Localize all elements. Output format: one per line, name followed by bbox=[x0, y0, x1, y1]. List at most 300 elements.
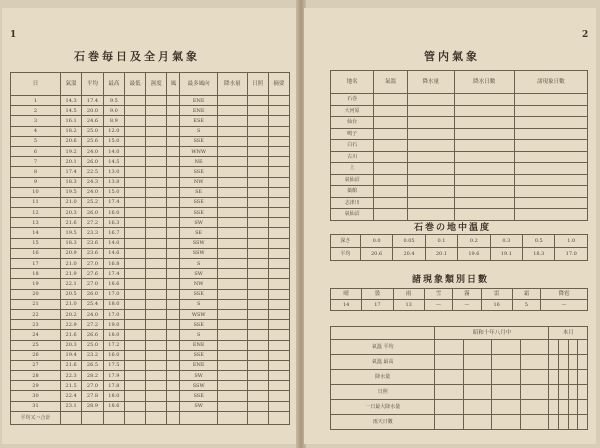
table-cell bbox=[125, 146, 146, 156]
table-row bbox=[331, 197, 588, 209]
table-cell bbox=[247, 126, 268, 136]
table-cell: 21.6 bbox=[60, 330, 81, 340]
table-cell bbox=[125, 330, 146, 340]
table-cell: NE bbox=[180, 157, 218, 167]
table-row bbox=[331, 340, 588, 355]
table-cell bbox=[247, 157, 268, 167]
table-cell bbox=[167, 340, 180, 350]
table-cell bbox=[374, 197, 408, 209]
table-row bbox=[331, 94, 588, 106]
table-cell bbox=[268, 218, 289, 228]
table-cell: 5 bbox=[11, 136, 61, 146]
table-cell bbox=[247, 177, 268, 187]
table-cell bbox=[146, 96, 167, 106]
table-cell: 15.0 bbox=[103, 136, 124, 146]
table-cell: 26.0 bbox=[82, 208, 103, 218]
table-cell: 18.2 bbox=[60, 126, 81, 136]
table-cell: 18.6 bbox=[103, 401, 124, 411]
table-cell bbox=[167, 309, 180, 319]
table-cell bbox=[268, 238, 289, 248]
row-label: 一日最大降水量 bbox=[331, 400, 435, 415]
table-cell bbox=[407, 209, 454, 221]
footer-label: 平均又ハ合計 bbox=[11, 411, 61, 424]
table-cell bbox=[218, 146, 248, 156]
table-cell bbox=[568, 370, 578, 385]
table-cell bbox=[268, 208, 289, 218]
table-cell bbox=[125, 299, 146, 309]
table-cell bbox=[146, 411, 167, 424]
column-header: 風 bbox=[167, 73, 180, 96]
column-header: 降水日數 bbox=[454, 71, 514, 94]
table-cell bbox=[146, 167, 167, 177]
table-cell: 12.0 bbox=[103, 126, 124, 136]
table-cell bbox=[268, 106, 289, 116]
table-cell: 24.6 bbox=[82, 116, 103, 126]
table-cell: S bbox=[180, 126, 218, 136]
table-cell bbox=[60, 411, 81, 424]
table-cell bbox=[218, 106, 248, 116]
table-cell: 17.2 bbox=[103, 340, 124, 350]
table-cell bbox=[167, 146, 180, 156]
table-cell bbox=[454, 94, 514, 106]
table-cell bbox=[463, 370, 492, 385]
table-cell: — bbox=[424, 300, 452, 311]
table-cell bbox=[247, 401, 268, 411]
table-cell: 10 bbox=[11, 187, 61, 197]
station-name: 大河原 bbox=[331, 105, 374, 117]
table-cell bbox=[218, 167, 248, 177]
table-cell bbox=[125, 208, 146, 218]
table-cell bbox=[146, 320, 167, 330]
table-cell bbox=[218, 401, 248, 411]
table-row bbox=[11, 391, 290, 401]
table-cell bbox=[218, 299, 248, 309]
table-cell bbox=[568, 355, 578, 370]
table-cell: 5 bbox=[512, 300, 540, 311]
table-cell: 17.0 bbox=[103, 289, 124, 299]
table-cell bbox=[167, 167, 180, 177]
table-cell bbox=[125, 167, 146, 177]
table-cell bbox=[218, 126, 248, 136]
table-cell bbox=[268, 197, 289, 207]
table-cell bbox=[146, 146, 167, 156]
phenomena-title: 諸現象類別日數 bbox=[412, 275, 490, 285]
table-cell bbox=[146, 177, 167, 187]
table-cell bbox=[407, 117, 454, 129]
table-cell: 27.0 bbox=[82, 381, 103, 391]
table-cell bbox=[549, 415, 559, 430]
table-row bbox=[331, 186, 588, 198]
table-cell bbox=[167, 228, 180, 238]
table-cell bbox=[578, 385, 588, 400]
table-cell: 9.5 bbox=[103, 96, 124, 106]
table-cell bbox=[125, 96, 146, 106]
table-cell bbox=[463, 355, 492, 370]
table-row bbox=[331, 370, 588, 385]
column-header: 曇 bbox=[362, 289, 393, 300]
table-cell bbox=[454, 163, 514, 175]
table-cell bbox=[514, 105, 587, 117]
table-cell: 20.5 bbox=[60, 289, 81, 299]
table-cell bbox=[167, 187, 180, 197]
table-cell: 19.1 bbox=[490, 248, 522, 261]
table-cell bbox=[146, 208, 167, 218]
column-header: 降水量 bbox=[407, 71, 454, 94]
table-cell bbox=[146, 136, 167, 146]
table-cell bbox=[268, 157, 289, 167]
table-cell: 20.6 bbox=[360, 248, 392, 261]
table-cell: 27.0 bbox=[82, 279, 103, 289]
table-cell: 16.8 bbox=[103, 259, 124, 269]
table-cell bbox=[247, 330, 268, 340]
table-cell bbox=[125, 279, 146, 289]
table-cell bbox=[146, 350, 167, 360]
table-cell bbox=[167, 411, 180, 424]
table-cell: SE bbox=[180, 228, 218, 238]
table-row bbox=[11, 279, 290, 289]
table-cell: 25.4 bbox=[82, 299, 103, 309]
table-cell bbox=[247, 360, 268, 370]
table-cell: SSW bbox=[180, 381, 218, 391]
table-cell bbox=[218, 330, 248, 340]
table-cell bbox=[218, 248, 248, 258]
table-cell: 25.6 bbox=[82, 136, 103, 146]
table-cell bbox=[82, 411, 103, 424]
table-cell: ENE bbox=[180, 96, 218, 106]
column-header: 晴 bbox=[331, 289, 362, 300]
table-row bbox=[11, 371, 290, 381]
table-row bbox=[331, 300, 588, 311]
table-cell: 21.0 bbox=[60, 299, 81, 309]
table-cell: 11 bbox=[11, 197, 61, 207]
table-cell: 9 bbox=[11, 177, 61, 187]
table-cell: 21.0 bbox=[60, 259, 81, 269]
table-row bbox=[11, 167, 290, 177]
table-cell bbox=[218, 177, 248, 187]
table-row bbox=[11, 187, 290, 197]
page-title: 石巻毎日及全月氣象 bbox=[74, 50, 200, 63]
table-cell bbox=[374, 128, 408, 140]
table-cell: 20.1 bbox=[425, 248, 457, 261]
table-cell bbox=[247, 309, 268, 319]
table-cell: 17.5 bbox=[103, 360, 124, 370]
table-cell bbox=[146, 106, 167, 116]
table-cell: 19.5 bbox=[60, 228, 81, 238]
table-cell bbox=[435, 340, 464, 355]
table-cell: 14.0 bbox=[103, 238, 124, 248]
table-cell: 14 bbox=[331, 300, 362, 311]
table-cell bbox=[167, 238, 180, 248]
table-cell bbox=[559, 355, 569, 370]
table-cell: 17.8 bbox=[103, 381, 124, 391]
table-row bbox=[331, 248, 588, 261]
station-table bbox=[330, 70, 588, 221]
page-number: 1 bbox=[10, 30, 17, 40]
table-cell: 23.6 bbox=[82, 238, 103, 248]
table-cell: 25 bbox=[11, 340, 61, 350]
table-cell bbox=[268, 309, 289, 319]
table-cell: 19.5 bbox=[60, 187, 81, 197]
phenomena-grid bbox=[330, 288, 588, 311]
table-cell bbox=[247, 146, 268, 156]
column-header: 霜 bbox=[512, 289, 540, 300]
column-header: 霧 bbox=[453, 289, 481, 300]
table-row bbox=[11, 299, 290, 309]
table-cell bbox=[125, 289, 146, 299]
table-cell bbox=[454, 105, 514, 117]
table-cell: 18.0 bbox=[103, 299, 124, 309]
table-cell bbox=[568, 400, 578, 415]
table-cell bbox=[146, 187, 167, 197]
table-row bbox=[331, 400, 588, 415]
table-cell bbox=[125, 177, 146, 187]
table-cell bbox=[492, 385, 521, 400]
table-cell: ESE bbox=[180, 116, 218, 126]
table-cell bbox=[167, 360, 180, 370]
column-header: 降雹 bbox=[541, 289, 588, 300]
table-cell: 23 bbox=[11, 320, 61, 330]
table-cell: 21.5 bbox=[60, 381, 81, 391]
table-cell bbox=[559, 385, 569, 400]
table-cell bbox=[268, 371, 289, 381]
table-cell bbox=[247, 96, 268, 106]
table-cell: 0.05 bbox=[393, 235, 425, 248]
table-row bbox=[11, 401, 290, 411]
table-cell: 20.0 bbox=[82, 106, 103, 116]
column-header: 濕度 bbox=[146, 73, 167, 96]
table-cell bbox=[247, 320, 268, 330]
column-header: 日 bbox=[11, 73, 61, 96]
table-cell bbox=[125, 340, 146, 350]
compare-table bbox=[330, 326, 588, 430]
table-cell: 8 bbox=[11, 167, 61, 177]
table-cell bbox=[167, 320, 180, 330]
table-cell: 31 bbox=[11, 401, 61, 411]
table-cell bbox=[125, 197, 146, 207]
table-row bbox=[331, 355, 588, 370]
table-cell bbox=[492, 400, 521, 415]
soil-temp-title: 石巻の地中温度 bbox=[414, 223, 492, 233]
table-cell bbox=[268, 381, 289, 391]
table-cell bbox=[247, 228, 268, 238]
table-cell bbox=[514, 140, 587, 152]
table-cell: 12 bbox=[11, 208, 61, 218]
table-cell: 0.3 bbox=[490, 235, 522, 248]
table-cell bbox=[568, 340, 578, 355]
table-cell bbox=[407, 151, 454, 163]
table-cell: 22.4 bbox=[60, 391, 81, 401]
table-cell bbox=[167, 136, 180, 146]
station-name: 上 bbox=[331, 163, 374, 175]
table-row bbox=[11, 136, 290, 146]
table-row bbox=[331, 128, 588, 140]
table-cell bbox=[247, 299, 268, 309]
table-cell: 20.4 bbox=[393, 248, 425, 261]
table-cell bbox=[247, 116, 268, 126]
table-cell: 18 bbox=[11, 269, 61, 279]
table-row bbox=[331, 140, 588, 152]
table-cell: 18.0 bbox=[103, 330, 124, 340]
table-cell: NW bbox=[180, 177, 218, 187]
table-cell: — bbox=[453, 300, 481, 311]
station-name: 築館 bbox=[331, 186, 374, 198]
table-cell: 13.0 bbox=[103, 167, 124, 177]
table-cell: NW bbox=[180, 279, 218, 289]
table-cell: SSE bbox=[180, 320, 218, 330]
table-cell bbox=[146, 309, 167, 319]
table-cell bbox=[454, 209, 514, 221]
table-cell: 26 bbox=[11, 350, 61, 360]
table-cell bbox=[268, 96, 289, 106]
table-cell bbox=[218, 340, 248, 350]
left-page bbox=[2, 8, 298, 444]
table-cell bbox=[167, 248, 180, 258]
table-cell: 21.6 bbox=[60, 360, 81, 370]
table-row bbox=[11, 228, 290, 238]
table-row bbox=[331, 117, 588, 129]
table-cell bbox=[146, 248, 167, 258]
table-cell: 1 bbox=[11, 96, 61, 106]
table-cell: 18.3 bbox=[523, 248, 555, 261]
table-cell: 20 bbox=[11, 289, 61, 299]
table-cell: 20.9 bbox=[60, 248, 81, 258]
table-cell: 25.2 bbox=[82, 197, 103, 207]
table-row bbox=[11, 248, 290, 258]
table-cell: 22.1 bbox=[60, 279, 81, 289]
table-cell bbox=[407, 128, 454, 140]
table-cell bbox=[167, 259, 180, 269]
table-row bbox=[331, 151, 588, 163]
column-header: 平均 bbox=[82, 73, 103, 96]
table-cell bbox=[247, 411, 268, 424]
table-cell bbox=[167, 218, 180, 228]
table-cell: 0.0 bbox=[360, 235, 392, 248]
table-cell bbox=[167, 116, 180, 126]
row-label: 降水量 bbox=[331, 370, 435, 385]
table-cell bbox=[568, 385, 578, 400]
table-cell bbox=[167, 197, 180, 207]
table-cell: SSE bbox=[180, 208, 218, 218]
table-row bbox=[331, 105, 588, 117]
table-cell bbox=[125, 238, 146, 248]
table-cell bbox=[218, 116, 248, 126]
table-cell: 20.3 bbox=[60, 208, 81, 218]
table-cell: ENE bbox=[180, 360, 218, 370]
table-cell bbox=[125, 116, 146, 126]
table-cell bbox=[435, 415, 464, 430]
table-cell: 27.6 bbox=[82, 269, 103, 279]
table-row bbox=[11, 106, 290, 116]
column-header: 日照 bbox=[247, 73, 268, 96]
table-cell bbox=[268, 391, 289, 401]
table-cell bbox=[374, 163, 408, 175]
table-cell bbox=[514, 174, 587, 186]
column-header: 地名 bbox=[331, 71, 374, 94]
table-cell: 14.0 bbox=[103, 146, 124, 156]
table-cell bbox=[167, 126, 180, 136]
column-header: 昭和十年八月中 bbox=[435, 327, 549, 340]
row-label: 雨天日數 bbox=[331, 415, 435, 430]
table-cell bbox=[125, 371, 146, 381]
table-cell: 21 bbox=[11, 299, 61, 309]
table-cell: SW bbox=[180, 371, 218, 381]
table-cell: 24.3 bbox=[82, 177, 103, 187]
table-cell bbox=[268, 330, 289, 340]
table-cell bbox=[407, 163, 454, 175]
table-row bbox=[11, 126, 290, 136]
column-header: 諸現象日數 bbox=[514, 71, 587, 94]
table-cell: SSW bbox=[180, 248, 218, 258]
table-cell: 16.1 bbox=[60, 116, 81, 126]
station-name: 仙台 bbox=[331, 117, 374, 129]
table-cell: 17 bbox=[11, 259, 61, 269]
table-cell bbox=[218, 218, 248, 228]
daily-table bbox=[10, 72, 290, 425]
table-cell bbox=[568, 415, 578, 430]
table-cell: 24.0 bbox=[82, 146, 103, 156]
table-cell bbox=[146, 228, 167, 238]
table-cell: 19.6 bbox=[458, 248, 490, 261]
table-cell: 24.0 bbox=[82, 187, 103, 197]
table-cell: 17.4 bbox=[103, 197, 124, 207]
table-row bbox=[331, 163, 588, 175]
table-cell bbox=[463, 415, 492, 430]
table-cell bbox=[247, 197, 268, 207]
row-label: 日照 bbox=[331, 385, 435, 400]
table-cell bbox=[374, 140, 408, 152]
table-cell: 15 bbox=[11, 238, 61, 248]
table-cell bbox=[125, 411, 146, 424]
station-name: 氣仙沼 bbox=[331, 209, 374, 221]
right-page bbox=[304, 8, 596, 444]
soil-table bbox=[330, 234, 588, 261]
table-cell: 27.8 bbox=[82, 391, 103, 401]
table-cell: 深さ bbox=[331, 235, 361, 248]
table-cell bbox=[247, 269, 268, 279]
table-row bbox=[11, 218, 290, 228]
table-cell bbox=[125, 136, 146, 146]
table-cell: 9.0 bbox=[103, 106, 124, 116]
table-cell bbox=[247, 340, 268, 350]
table-cell: 19 bbox=[11, 279, 61, 289]
table-cell: 16.3 bbox=[103, 218, 124, 228]
table-cell bbox=[146, 116, 167, 126]
table-cell bbox=[514, 151, 587, 163]
table-cell bbox=[454, 151, 514, 163]
table-cell bbox=[520, 355, 549, 370]
table-cell bbox=[125, 218, 146, 228]
table-cell: 13 bbox=[11, 218, 61, 228]
table-cell bbox=[247, 136, 268, 146]
table-cell bbox=[125, 259, 146, 269]
table-cell bbox=[492, 355, 521, 370]
table-header-row bbox=[331, 71, 588, 94]
table-cell bbox=[146, 381, 167, 391]
table-cell: 24 bbox=[11, 330, 61, 340]
table-cell bbox=[463, 340, 492, 355]
table-row bbox=[11, 340, 290, 350]
table-cell: 16 bbox=[481, 300, 512, 311]
table-cell: 16.0 bbox=[103, 208, 124, 218]
table-cell bbox=[520, 415, 549, 430]
table-cell: 0.2 bbox=[458, 235, 490, 248]
table-cell: 23.1 bbox=[60, 401, 81, 411]
table-cell bbox=[247, 167, 268, 177]
table-cell bbox=[268, 187, 289, 197]
table-cell bbox=[578, 400, 588, 415]
column-header: 雪 bbox=[424, 289, 452, 300]
table-cell bbox=[578, 370, 588, 385]
